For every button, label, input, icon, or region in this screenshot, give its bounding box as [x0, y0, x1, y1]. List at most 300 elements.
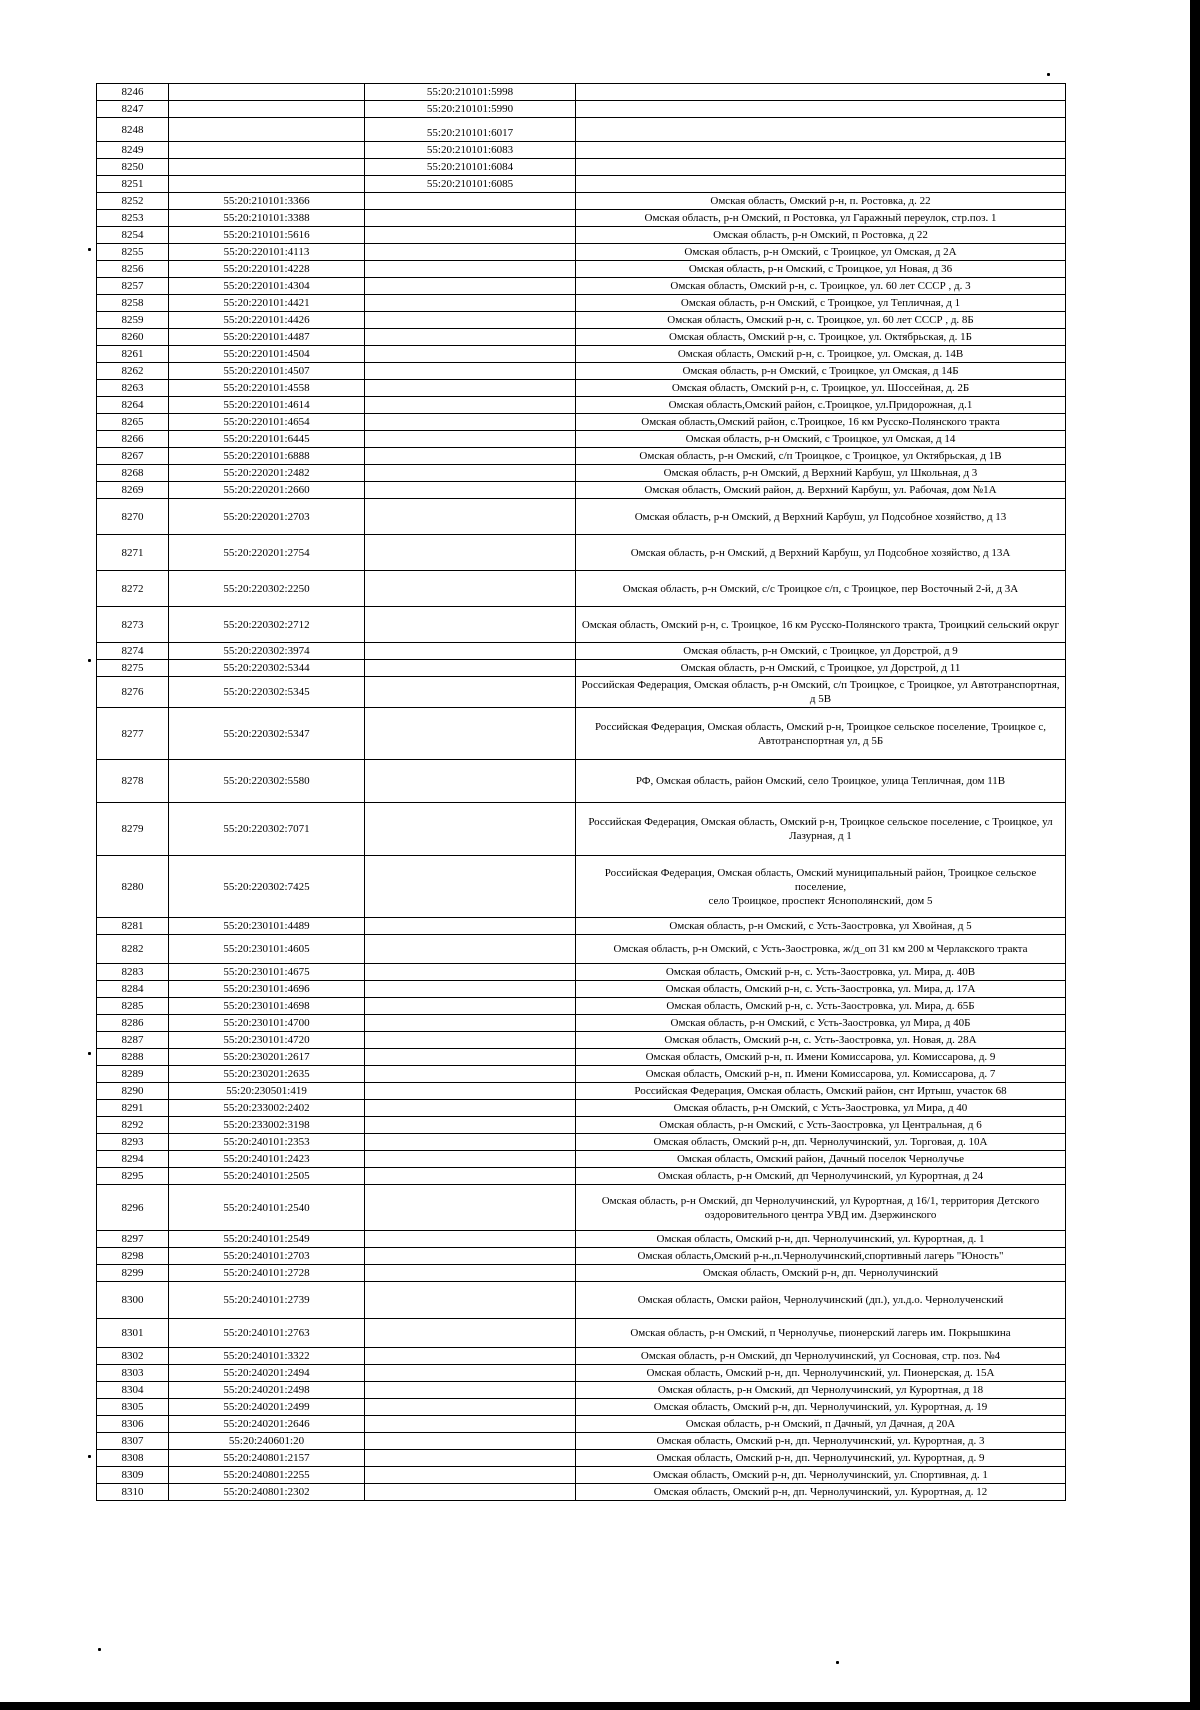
row-number-cell: 8289 [97, 1066, 169, 1083]
cadastral-number-cell: 55:20:220201:2660 [169, 482, 365, 499]
table-row [97, 414, 1066, 431]
table-row [97, 643, 1066, 660]
row-number-cell: 8280 [97, 856, 169, 918]
cadastral-number-alt-cell [365, 1066, 576, 1083]
scan-edge-right [1190, 0, 1200, 1710]
address-line: Омская область, р-н Омский, с/п Троицкое, с Троицкое, ул Октябрьская, д 1В [639, 450, 1002, 462]
address-line: Омская область, Омский р-н, п. Имени Комиссарова, ул. Комиссарова, д. 9 [645, 1051, 996, 1063]
row-number-cell: 8281 [97, 918, 169, 935]
cadastral-number-cell: 55:20:220302:5345 [169, 677, 365, 708]
address-cell [576, 998, 1066, 1015]
cadastral-number-cell: 55:20:230201:2635 [169, 1066, 365, 1083]
cadastral-number-cell: 55:20:240801:2255 [169, 1467, 365, 1484]
address-line: Омская область, р-н Омский, с Троицкое, ул Новая, д 36 [688, 263, 953, 275]
cadastral-number-alt-cell [365, 1015, 576, 1032]
cadastral-number-alt-cell [365, 193, 576, 210]
address-line: Омская область,Омский район, с.Троицкое, ул.Придорожная, д.1 [668, 399, 973, 411]
row-number-cell: 8285 [97, 998, 169, 1015]
table-row [97, 708, 1066, 760]
row-number-cell: 8274 [97, 643, 169, 660]
table-row [97, 1066, 1066, 1083]
cadastral-number-alt-cell [365, 607, 576, 643]
cadastral-number-cell: 55:20:240101:2353 [169, 1134, 365, 1151]
address-cell [576, 499, 1066, 535]
address-line: Омская область, Омский р-н, с. Троицкое, ул. Омская, д. 14В [677, 348, 964, 360]
address-line: Омская область, р-н Омский, с Усть-Заостровка, ул Центральная, д 6 [659, 1119, 982, 1131]
address-cell [576, 935, 1066, 964]
cadastral-number-cell: 55:20:240101:2505 [169, 1168, 365, 1185]
address-cell [576, 1282, 1066, 1319]
address-cell [576, 261, 1066, 278]
address-cell [576, 210, 1066, 227]
cadastral-number-cell: 55:20:240801:2302 [169, 1484, 365, 1501]
table-row [97, 1049, 1066, 1066]
cadastral-number-cell: 55:20:240101:2728 [169, 1265, 365, 1282]
address-line: Омская область, р-н Омский, д Верхний Карбуш, ул Школьная, д 3 [663, 467, 978, 479]
address-line: Омская область, р-н Омский, с Троицкое, ул Дорстрой, д 11 [680, 662, 961, 674]
row-number-cell: 8249 [97, 142, 169, 159]
table-row [97, 1450, 1066, 1467]
scan-dot [88, 1052, 91, 1055]
cadastral-number-cell: 55:20:220201:2703 [169, 499, 365, 535]
address-cell [576, 760, 1066, 803]
row-number-cell: 8288 [97, 1049, 169, 1066]
row-number-cell: 8296 [97, 1185, 169, 1231]
address-cell [576, 278, 1066, 295]
address-cell [576, 1484, 1066, 1501]
address-cell [576, 1365, 1066, 1382]
row-number-cell: 8309 [97, 1467, 169, 1484]
row-number-cell: 8254 [97, 227, 169, 244]
row-number-cell: 8301 [97, 1319, 169, 1348]
cadastral-number-cell: 55:20:220302:5347 [169, 708, 365, 760]
address-line: Омская область,Омский р-н.,п.Чернолучинский,спортивный лагерь "Юность" [637, 1250, 1004, 1262]
address-cell [576, 535, 1066, 571]
row-number-cell: 8251 [97, 176, 169, 193]
cadastral-number-cell: 55:20:220302:7071 [169, 803, 365, 856]
address-line: Омская область,Омский район, с.Троицкое, 16 км Русско-Полянского тракта [641, 416, 1000, 428]
address-cell [576, 1083, 1066, 1100]
address-cell [576, 981, 1066, 998]
row-number-cell: 8310 [97, 1484, 169, 1501]
table-row [97, 918, 1066, 935]
address-cell [576, 1265, 1066, 1282]
table-row [97, 571, 1066, 607]
cadastral-number-cell: 55:20:230501:419 [169, 1083, 365, 1100]
row-number-cell: 8293 [97, 1134, 169, 1151]
registry-table [96, 83, 1066, 1501]
row-number-cell: 8304 [97, 1382, 169, 1399]
cadastral-number-alt-cell [365, 482, 576, 499]
row-number-cell: 8297 [97, 1231, 169, 1248]
row-number-cell: 8305 [97, 1399, 169, 1416]
table-row [97, 803, 1066, 856]
address-line: Омская область, р-н Омский, с Троицкое, ул Дорстрой, д 9 [683, 645, 958, 657]
table-row [97, 1015, 1066, 1032]
address-line: Омская область, Омский р-н, с. Усть-Заостровка, ул. Новая, д. 28А [664, 1034, 977, 1046]
address-line: Омская область, Омский район, Дачный поселок Чернолучье [676, 1153, 965, 1165]
cadastral-number-alt-cell [365, 1231, 576, 1248]
cadastral-number-alt-cell [365, 329, 576, 346]
row-number-cell: 8300 [97, 1282, 169, 1319]
cadastral-number-cell: 55:20:240101:2739 [169, 1282, 365, 1319]
address-line: Омская область, р-н Омский, с/с Троицкое с/п, с Троицкое, пер Восточный 2-й, д 3А [622, 582, 1019, 595]
cadastral-number-cell: 55:20:240601:20 [169, 1433, 365, 1450]
row-number-cell: 8266 [97, 431, 169, 448]
cadastral-number-cell: 55:20:240201:2498 [169, 1382, 365, 1399]
address-line: Российская Федерация, Омская область, Омский муниципальный район, Троицкое сельское поселение, [604, 866, 1037, 893]
table-row [97, 210, 1066, 227]
address-cell [576, 312, 1066, 329]
address-line: Омская область, р-н Омский, п Ростовка, ул Гаражный переулок, стр.поз. 1 [644, 212, 997, 224]
table-row [97, 1100, 1066, 1117]
cadastral-number-cell: 55:20:220101:6445 [169, 431, 365, 448]
cadastral-number-alt-cell [365, 1399, 576, 1416]
address-cell [576, 1066, 1066, 1083]
table-row [97, 431, 1066, 448]
cadastral-number-cell: 55:20:240101:2540 [169, 1185, 365, 1231]
cadastral-number-cell [169, 142, 365, 159]
cadastral-number-alt-cell [365, 465, 576, 482]
table-row [97, 142, 1066, 159]
cadastral-number-alt-cell [365, 261, 576, 278]
address-cell [576, 964, 1066, 981]
address-line: Российская Федерация, Омская область, Омский район, снт Иртыш, участок 68 [634, 1085, 1007, 1097]
address-cell [576, 1015, 1066, 1032]
cadastral-number-cell: 55:20:220302:5344 [169, 660, 365, 677]
cadastral-number-alt-cell [365, 1117, 576, 1134]
address-cell [576, 244, 1066, 261]
table-row [97, 1083, 1066, 1100]
address-cell [576, 414, 1066, 431]
cadastral-number-alt-cell [365, 244, 576, 261]
address-cell [576, 660, 1066, 677]
table-row [97, 380, 1066, 397]
cadastral-number-alt-cell [365, 346, 576, 363]
registry-table-body [97, 84, 1066, 1501]
cadastral-number-alt-cell [365, 448, 576, 465]
cadastral-number-cell: 55:20:220101:6888 [169, 448, 365, 465]
address-line: Омская область, Омский р-н, п. Имени Комиссарова, ул. Комиссарова, д. 7 [645, 1068, 996, 1080]
table-row [97, 1399, 1066, 1416]
cadastral-number-alt-cell [365, 363, 576, 380]
table-row [97, 1134, 1066, 1151]
cadastral-number-cell: 55:20:220302:2250 [169, 571, 365, 607]
address-cell [576, 1134, 1066, 1151]
row-number-cell: 8290 [97, 1083, 169, 1100]
cadastral-number-alt-cell [365, 499, 576, 535]
address-line: Омская область, Омский р-н, дп. Чернолучинский, ул. Курортная, д. 19 [653, 1401, 988, 1413]
cadastral-number-cell: 55:20:220101:4421 [169, 295, 365, 312]
address-cell [576, 84, 1066, 101]
row-number-cell: 8307 [97, 1433, 169, 1450]
row-number-cell: 8262 [97, 363, 169, 380]
cadastral-number-alt-cell [365, 1467, 576, 1484]
cadastral-number-cell: 55:20:240101:2549 [169, 1231, 365, 1248]
row-number-cell: 8250 [97, 159, 169, 176]
cadastral-number-alt-cell [365, 431, 576, 448]
address-cell [576, 1399, 1066, 1416]
table-row [97, 159, 1066, 176]
cadastral-number-alt-cell [365, 1416, 576, 1433]
cadastral-number-cell: 55:20:220201:2754 [169, 535, 365, 571]
cadastral-number-cell: 55:20:220101:4558 [169, 380, 365, 397]
cadastral-number-cell: 55:20:220101:4654 [169, 414, 365, 431]
table-row [97, 118, 1066, 142]
row-number-cell: 8246 [97, 84, 169, 101]
row-number-cell: 8294 [97, 1151, 169, 1168]
cadastral-number-cell: 55:20:220101:4487 [169, 329, 365, 346]
address-line: Омская область, р-н Омский, с Троицкое, ул Тепличная, д 1 [680, 297, 961, 309]
cadastral-number-cell [169, 176, 365, 193]
table-row [97, 329, 1066, 346]
cadastral-number-cell: 55:20:220101:4426 [169, 312, 365, 329]
address-cell [576, 329, 1066, 346]
row-number-cell: 8276 [97, 677, 169, 708]
table-row [97, 1416, 1066, 1433]
address-line: Омская область, р-н Омский, с Троицкое, ул Омская, д 2А [684, 246, 957, 258]
address-cell [576, 571, 1066, 607]
address-cell [576, 918, 1066, 935]
address-cell [576, 448, 1066, 465]
cadastral-number-cell [169, 118, 365, 142]
cadastral-number-alt-cell [365, 571, 576, 607]
address-line: Омская область, Омский р-н, с. Усть-Заостровка, ул. Мира, д. 17А [665, 983, 976, 995]
row-number-cell: 8256 [97, 261, 169, 278]
cadastral-number-alt-cell: 55:20:210101:6084 [365, 159, 576, 176]
table-row [97, 1282, 1066, 1319]
row-number-cell: 8272 [97, 571, 169, 607]
address-line: Омская область, Омский р-н, с. Троицкое, ул. 60 лет СССР , д. 8Б [667, 314, 974, 326]
cadastral-number-alt-cell [365, 414, 576, 431]
address-line: Омская область, Омский р-н, с. Усть-Заостровка, ул. Мира, д. 40В [665, 966, 976, 978]
address-cell [576, 397, 1066, 414]
row-number-cell: 8271 [97, 535, 169, 571]
row-number-cell: 8279 [97, 803, 169, 856]
scan-dot [98, 1648, 101, 1651]
row-number-cell: 8260 [97, 329, 169, 346]
table-row [97, 1348, 1066, 1365]
table-row [97, 397, 1066, 414]
cadastral-number-alt-cell [365, 1151, 576, 1168]
row-number-cell: 8275 [97, 660, 169, 677]
address-line: Омская область, р-н Омский, д Верхний Карбуш, ул Подсобное хозяйство, д 13А [630, 546, 1011, 559]
table-row [97, 1168, 1066, 1185]
address-cell [576, 1433, 1066, 1450]
row-number-cell: 8299 [97, 1265, 169, 1282]
row-number-cell: 8306 [97, 1416, 169, 1433]
cadastral-number-alt-cell [365, 760, 576, 803]
address-cell [576, 193, 1066, 210]
table-row [97, 660, 1066, 677]
address-line: Автотранспортная ул, д 5Б [757, 734, 884, 747]
address-cell [576, 1467, 1066, 1484]
address-line: Омская область, р-н Омский, дп Чернолучинский, ул Курортная, д 16/1, территория Детского [601, 1194, 1040, 1207]
address-cell [576, 856, 1066, 918]
cadastral-number-alt-cell: 55:20:210101:5990 [365, 101, 576, 118]
scan-dot [836, 1661, 839, 1664]
cadastral-number-cell [169, 159, 365, 176]
table-row [97, 482, 1066, 499]
cadastral-number-cell: 55:20:230101:4720 [169, 1032, 365, 1049]
cadastral-number-cell: 55:20:240101:2703 [169, 1248, 365, 1265]
table-row [97, 261, 1066, 278]
cadastral-number-cell: 55:20:240201:2499 [169, 1399, 365, 1416]
cadastral-number-alt-cell [365, 1168, 576, 1185]
table-row [97, 448, 1066, 465]
address-line: Омская область, Омский р-н, дп. Чернолучинский, ул. Курортная, д. 1 [656, 1233, 985, 1245]
address-cell [576, 677, 1066, 708]
address-line: Омская область, р-н Омский, дп Чернолучинский, ул Сосновая, стр. поз. №4 [640, 1350, 1001, 1362]
table-row [97, 346, 1066, 363]
address-line: Омская область, Омский р-н, дп. Чернолучинский [702, 1267, 939, 1279]
address-line: Омская область, р-н Омский, п Ростовка, д 22 [713, 229, 928, 241]
address-line: Омская область, р-н Омский, п Дачный, ул Дачная, д 20А [685, 1418, 956, 1430]
cadastral-number-alt-cell [365, 1032, 576, 1049]
row-number-cell: 8308 [97, 1450, 169, 1467]
address-line: Омская область, Омский р-н, с. Троицкое, ул. 60 лет СССР , д. 3 [670, 280, 971, 292]
cadastral-number-alt-cell [365, 1348, 576, 1365]
cadastral-number-alt-cell [365, 677, 576, 708]
cadastral-number-alt-cell [365, 1319, 576, 1348]
cadastral-number-cell: 55:20:220101:4228 [169, 261, 365, 278]
address-cell [576, 142, 1066, 159]
address-line: Омская область, Омский р-н, дп. Чернолучинский, ул. Пионерская, д. 15А [646, 1367, 995, 1379]
cadastral-number-cell: 55:20:240801:2157 [169, 1450, 365, 1467]
row-number-cell: 8265 [97, 414, 169, 431]
table-row [97, 1248, 1066, 1265]
cadastral-number-cell: 55:20:220302:3974 [169, 643, 365, 660]
row-number-cell: 8263 [97, 380, 169, 397]
address-cell [576, 1117, 1066, 1134]
address-line: Омская область, р-н Омский, дп Чернолучинский, ул Курортная, д 18 [657, 1384, 984, 1396]
cadastral-number-cell: 55:20:240101:2763 [169, 1319, 365, 1348]
table-row [97, 1382, 1066, 1399]
address-line: Омская область, р-н Омский, с Усть-Заостровка, ул Мира, д 40Б [670, 1017, 971, 1029]
cadastral-number-alt-cell [365, 278, 576, 295]
table-row [97, 760, 1066, 803]
cadastral-number-cell [169, 101, 365, 118]
cadastral-number-alt-cell [365, 1365, 576, 1382]
row-number-cell: 8259 [97, 312, 169, 329]
row-number-cell: 8268 [97, 465, 169, 482]
row-number-cell: 8261 [97, 346, 169, 363]
cadastral-number-cell: 55:20:230101:4700 [169, 1015, 365, 1032]
address-cell [576, 227, 1066, 244]
table-row [97, 193, 1066, 210]
cadastral-number-alt-cell [365, 1134, 576, 1151]
address-cell [576, 118, 1066, 142]
table-row [97, 84, 1066, 101]
cadastral-number-cell [169, 84, 365, 101]
cadastral-number-cell: 55:20:220302:2712 [169, 607, 365, 643]
address-cell [576, 1151, 1066, 1168]
cadastral-number-cell: 55:20:220101:4504 [169, 346, 365, 363]
cadastral-number-alt-cell [365, 1282, 576, 1319]
row-number-cell: 8267 [97, 448, 169, 465]
row-number-cell: 8264 [97, 397, 169, 414]
cadastral-number-alt-cell [365, 1265, 576, 1282]
table-row [97, 244, 1066, 261]
table-row [97, 1185, 1066, 1231]
scan-edge-bottom [0, 1702, 1200, 1710]
address-line: село Троицкое, проспект Яснополянский, дом 5 [708, 894, 933, 907]
address-line: Омская область, Омский р-н, дп. Чернолучинский, ул. Курортная, д. 12 [653, 1486, 988, 1498]
table-row [97, 856, 1066, 918]
cadastral-number-alt-cell [365, 998, 576, 1015]
row-number-cell: 8277 [97, 708, 169, 760]
cadastral-number-alt-cell [365, 1083, 576, 1100]
address-line: Российская Федерация, Омская область, Омский р-н, Троицкое сельское поселение, Троицкое с, [594, 720, 1047, 733]
row-number-cell: 8252 [97, 193, 169, 210]
address-line: Омская область, Омский р-н, с. Троицкое, ул. Шоссейная, д. 2Б [671, 382, 970, 394]
address-cell [576, 176, 1066, 193]
cadastral-number-cell: 55:20:240201:2494 [169, 1365, 365, 1382]
row-number-cell: 8278 [97, 760, 169, 803]
address-line: Омская область, Омский р-н, дп. Чернолучинский, ул. Курортная, д. 9 [656, 1452, 985, 1464]
address-line: Омская область, Омски район, Чернолучинский (дп.), ул.д.о. Чернолученский [637, 1294, 1004, 1306]
cadastral-number-alt-cell [365, 964, 576, 981]
cadastral-number-alt-cell [365, 935, 576, 964]
table-row [97, 1032, 1066, 1049]
scan-dot [88, 1455, 91, 1458]
row-number-cell: 8247 [97, 101, 169, 118]
address-line: Омская область, Омский р-н, дп. Чернолучинский, ул. Курортная, д. 3 [656, 1435, 985, 1447]
address-cell [576, 708, 1066, 760]
address-line: Лазурная, д 1 [789, 830, 852, 842]
cadastral-number-alt-cell: 55:20:210101:6085 [365, 176, 576, 193]
address-cell [576, 803, 1066, 856]
cadastral-number-alt-cell [365, 295, 576, 312]
address-line: Омская область, р-н Омский, с Троицкое, ул Омская, д 14 [685, 433, 956, 445]
cadastral-number-cell: 55:20:233002:2402 [169, 1100, 365, 1117]
table-row [97, 964, 1066, 981]
table-row [97, 935, 1066, 964]
cadastral-number-cell: 55:20:240201:2646 [169, 1416, 365, 1433]
address-line: Омская область, р-н Омский, дп Чернолучинский, ул Курортная, д 24 [657, 1170, 984, 1182]
table-row [97, 1365, 1066, 1382]
row-number-cell: 8292 [97, 1117, 169, 1134]
cadastral-number-alt-cell [365, 1248, 576, 1265]
address-line: Омская область, Омский район, д. Верхний Карбуш, ул. Рабочая, дом №1А [644, 484, 997, 496]
row-number-cell: 8270 [97, 499, 169, 535]
row-number-cell: 8269 [97, 482, 169, 499]
row-number-cell: 8283 [97, 964, 169, 981]
address-cell [576, 465, 1066, 482]
row-number-cell: 8257 [97, 278, 169, 295]
cadastral-number-cell: 55:20:210101:3388 [169, 210, 365, 227]
cadastral-number-cell: 55:20:230101:4675 [169, 964, 365, 981]
row-number-cell: 8253 [97, 210, 169, 227]
table-row [97, 499, 1066, 535]
table-row [97, 1484, 1066, 1501]
cadastral-number-alt-cell [365, 227, 576, 244]
cadastral-number-cell: 55:20:220101:4113 [169, 244, 365, 261]
row-number-cell: 8303 [97, 1365, 169, 1382]
cadastral-number-alt-cell [365, 643, 576, 660]
address-cell [576, 607, 1066, 643]
cadastral-number-alt-cell [365, 1382, 576, 1399]
cadastral-number-cell: 55:20:220201:2482 [169, 465, 365, 482]
address-cell [576, 380, 1066, 397]
table-row [97, 176, 1066, 193]
address-line: Российская Федерация, Омская область, Омский р-н, Троицкое сельское поселение, с Троицкое, ул [588, 816, 1053, 828]
address-line: Омская область, Омский р-н, дп. Чернолучинский, ул. Торговая, д. 10А [653, 1136, 988, 1148]
row-number-cell: 8286 [97, 1015, 169, 1032]
cadastral-number-alt-cell [365, 1433, 576, 1450]
table-row [97, 607, 1066, 643]
cadastral-number-alt-cell [365, 803, 576, 856]
